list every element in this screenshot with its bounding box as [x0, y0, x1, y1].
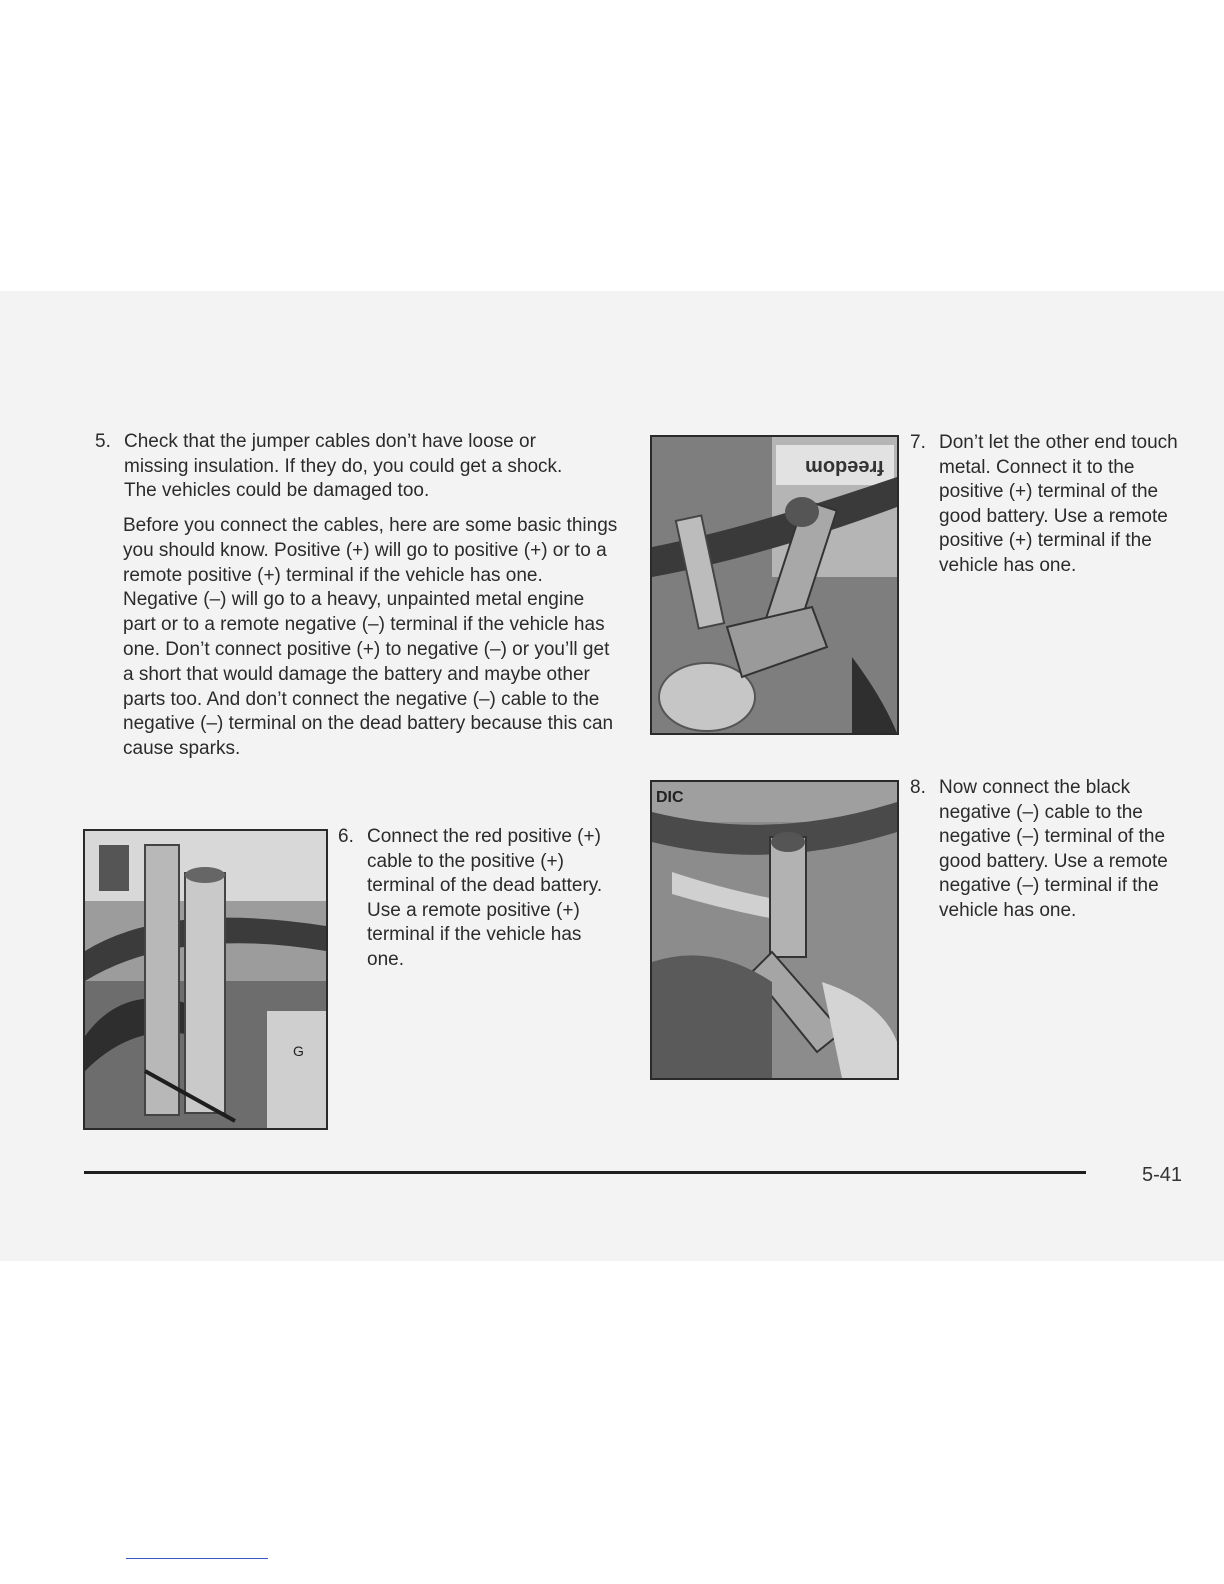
step-5: [95, 430, 595, 504]
before-connect-paragraph: Before you connect the cables, here are some basic things you should know. Positive (+) will go to positive (+) or to a remote positive (+) terminal if the vehicle has one. Negative (–) will go to a heavy, unpainted metal engine part or to a remote negative (–) terminal if the vehicle has one. Don’t connect positive (+) to negative (–) or you’ll get a short that would damage the battery and maybe other parts too. And don’t connect the negative (–) cable to the negative (–) terminal on the dead battery because this can cause sparks.: [123, 515, 618, 760]
step-text: Check that the jumper cables don’t have loose or missing insulation. If they do, you could get a shock. The vehicles could be damaged too.: [124, 431, 563, 501]
step-text: Don’t let the other end touch metal. Connect it to the positive (+) terminal of the good battery. Use a remote positive (+) terminal if the vehicle has one.: [939, 432, 1178, 576]
step-text: Now connect the black negative (–) cable to the negative (–) terminal of the good battery. Use a remote negative (–) terminal if the vehicle has one.: [939, 777, 1168, 921]
step-text: Connect the red positive (+) cable to the positive (+) terminal of the dead battery. Use a remote positive (+) terminal if the vehicle has one.: [367, 826, 603, 970]
battery-label-freedom: freedom: [805, 456, 884, 478]
step-6: [338, 825, 618, 972]
footer-rule: [84, 1171, 1086, 1174]
footer-link-line: [126, 1558, 268, 1559]
page-number: 5-41: [1142, 1164, 1183, 1186]
step-number: 6.: [338, 826, 354, 847]
step-7-photo: [650, 435, 899, 735]
step-number: 5.: [95, 431, 111, 452]
battery-label-dic: DIC: [656, 789, 684, 806]
step-6-photo: [83, 829, 328, 1130]
step-8-photo: [650, 780, 899, 1080]
step-number: 8.: [910, 777, 926, 798]
step-8: [910, 776, 1200, 923]
battery-mark: G: [293, 1043, 304, 1059]
step-7: [910, 431, 1200, 578]
step-number: 7.: [910, 432, 926, 453]
